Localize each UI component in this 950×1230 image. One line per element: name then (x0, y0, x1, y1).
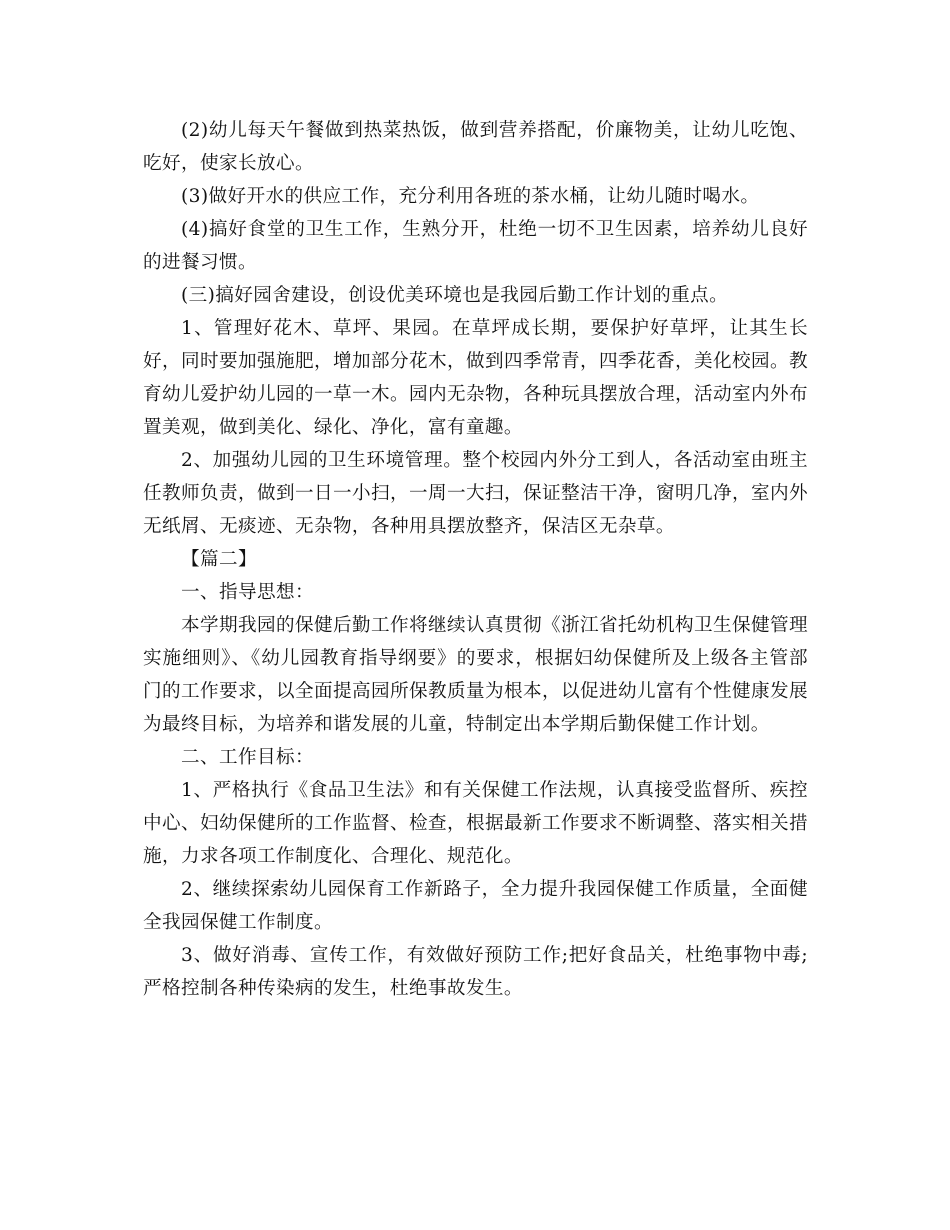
paragraph: (2)幼儿每天午餐做到热菜热饭，做到营养搭配，价廉物美，让幼儿吃饱、吃好，使家长放心。 (143, 120, 808, 174)
subsection-heading: 一、指导思想： (181, 582, 314, 603)
paragraph: 2、继续探索幼儿园保育工作新路子，全力提升我园保健工作质量，全面健全我园保健工作制度。 (143, 879, 808, 933)
paragraph: 2、加强幼儿园的卫生环境管理。整个校园内外分工到人，各活动室由班主任教师负责，做到一日一小扫，一周一大扫，保证整洁干净，窗明几净，室内外无纸屑、无痰迹、无杂物，各种用具摆放整齐，保洁区无杂草。 (143, 450, 808, 537)
paragraph: (三)搞好园舍建设，创设优美环境也是我园后勤工作计划的重点。 (181, 285, 729, 306)
section-heading: 【篇二】 (181, 549, 257, 570)
document-body (143, 114, 808, 1005)
paragraph: 1、管理好花木、草坪、果园。在草坪成长期，要保护好草坪，让其生长好，同时要加强施肥，增加部分花木，做到四季常青，四季花香，美化校园。教育幼儿爱护幼儿园的一草一木。园内无杂物，各种玩具摆放合理，活动室内外布置美观，做到美化、绿化、净化，富有童趣。 (143, 318, 808, 438)
paragraph: (3)做好开水的供应工作，充分利用各班的茶水桶，让幼儿随时喝水。 (181, 186, 760, 207)
paragraph: 3、做好消毒、宣传工作，有效做好预防工作;把好食品关，杜绝事物中毒;严格控制各种传染病的发生，杜绝事故发生。 (143, 945, 808, 999)
paragraph: 本学期我园的保健后勤工作将继续认真贯彻《浙江省托幼机构卫生保健管理实施细则》、《幼儿园教育指导纲要》的要求，根据妇幼保健所及上级各主管部门的工作要求，以全面提高园所保教质量为根本，以促进幼儿富有个性健康发展为最终目标，为培养和谐发展的儿童，特制定出本学期后勤保健工作计划。 (143, 615, 808, 735)
subsection-heading: 二、工作目标： (181, 747, 314, 768)
paragraph: (4)搞好食堂的卫生工作，生熟分开，杜绝一切不卫生因素，培养幼儿良好的进餐习惯。 (143, 219, 808, 273)
paragraph: 1、严格执行《食品卫生法》和有关保健工作法规，认真接受监督所、疾控中心、妇幼保健所的工作监督、检查，根据最新工作要求不断调整、落实相关措施，力求各项工作制度化、合理化、规范化。 (143, 780, 808, 867)
